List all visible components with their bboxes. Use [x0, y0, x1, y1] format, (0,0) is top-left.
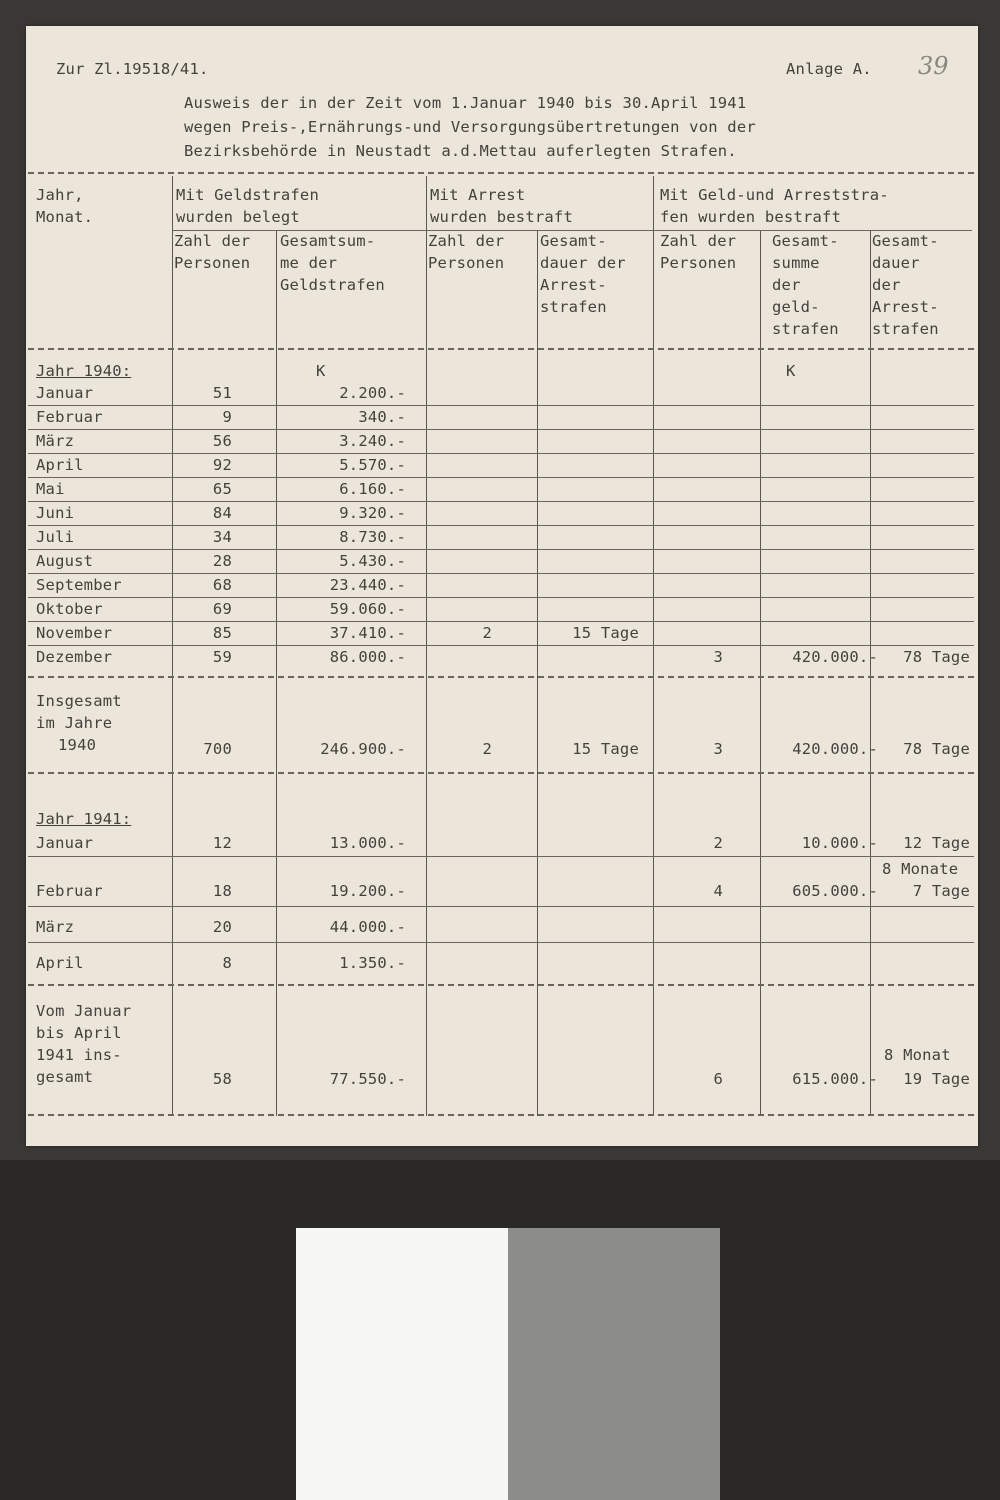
value-cell-c2: 59.060.- [329, 600, 406, 618]
column-divider [426, 176, 427, 1116]
total-1940-duration-arrest: 15 Tage [572, 740, 639, 758]
total-1941-sum-fines: 77.550.- [329, 1070, 406, 1088]
feb41-sum-combined: 605.000.- [792, 882, 878, 900]
header-total-fines: Gesamtsum- me der Geldstrafen [280, 232, 385, 294]
total-1941-duration-combined: 19 Tage [903, 1070, 970, 1088]
jan41-persons: 12 [212, 834, 232, 852]
row-rule [28, 477, 974, 478]
total-1940-persons-fines: 700 [203, 740, 232, 758]
row-rule [28, 525, 974, 526]
feb41-month: Februar [36, 882, 103, 900]
value-cell-c2: 5.570.- [339, 456, 406, 474]
calibration-card-gray [508, 1228, 720, 1500]
month-cell: September [36, 576, 122, 594]
total-1941-persons-combined: 6 [713, 1070, 723, 1088]
reference-number: Zur Zl.19518/41. [56, 60, 209, 78]
value-cell-c1: 65 [212, 480, 232, 498]
header-bottom-rule [28, 348, 974, 350]
value-cell-c1: 92 [212, 456, 232, 474]
month-cell: November [36, 624, 113, 642]
total-1940-persons-arrest: 2 [482, 740, 492, 758]
value-cell-c2: 23.440.- [329, 576, 406, 594]
value-cell-c1: 28 [212, 552, 232, 570]
year-1940-label: Jahr 1940: [36, 362, 132, 380]
row-rule [28, 573, 974, 574]
value-cell-c2: 3.240.- [339, 432, 406, 450]
section-rule [28, 984, 974, 986]
title-line-1: Ausweis der in der Zeit vom 1.Januar 1940 bis 30.April 1941 [184, 94, 747, 112]
annex-label: Anlage A. [786, 60, 872, 78]
value-cell-c4: 15 Tage [572, 624, 639, 642]
calibration-card-white [296, 1228, 508, 1500]
row-rule [28, 453, 974, 454]
row-rule [28, 429, 974, 430]
mar41-persons: 20 [212, 918, 232, 936]
feb41-persons: 18 [212, 882, 232, 900]
currency-label: K [786, 362, 796, 380]
document-page [26, 26, 978, 1146]
apr41-persons: 8 [222, 954, 232, 972]
total-1940-persons-combined: 3 [713, 740, 723, 758]
currency-label: K [316, 362, 326, 380]
feb41-sum: 19.200.- [329, 882, 406, 900]
value-cell-c1: 9 [222, 408, 232, 426]
month-cell: Februar [36, 408, 103, 426]
row-rule [28, 405, 974, 406]
total-1941-persons-fines: 58 [212, 1070, 232, 1088]
month-cell: August [36, 552, 94, 570]
header-duration-combined: Gesamt- dauer der Arrest- strafen [872, 232, 939, 338]
month-cell: Juli [36, 528, 75, 546]
value-cell-c1: 69 [212, 600, 232, 618]
total-1941-duration-months: 8 Monat [884, 1046, 951, 1064]
mar41-month: März [36, 918, 75, 936]
row-rule [28, 597, 974, 598]
month-cell: März [36, 432, 75, 450]
table-top-rule [28, 172, 974, 174]
value-cell-c7: 78 Tage [903, 648, 970, 666]
month-cell: Mai [36, 480, 65, 498]
header-persons-combined: Zahl der Personen [660, 232, 737, 272]
jan41-sum-combined: 10.000.- [801, 834, 878, 852]
header-group-combined: Mit Geld-und Arreststra- fen wurden bestraft [660, 186, 889, 226]
value-cell-c2: 8.730.- [339, 528, 406, 546]
value-cell-c6: 420.000.- [792, 648, 878, 666]
section-rule [28, 676, 974, 678]
month-cell: April [36, 456, 84, 474]
header-group-arrest: Mit Arrest wurden bestraft [430, 186, 573, 226]
header-total-combined: Gesamt- summe der geld- strafen [772, 232, 839, 338]
month-cell: Juni [36, 504, 75, 522]
page-number-handwritten: 39 [918, 52, 949, 80]
row-rule [28, 501, 974, 502]
header-persons-arrest: Zahl der Personen [428, 232, 505, 272]
value-cell-c1: 56 [212, 432, 232, 450]
value-cell-c2: 340.- [358, 408, 406, 426]
table-bottom-rule [28, 1114, 974, 1116]
jan41-month: Januar [36, 834, 94, 852]
feb41-duration-months: 8 Monate [882, 860, 959, 878]
jan41-sum: 13.000.- [329, 834, 406, 852]
value-cell-c2: 9.320.- [339, 504, 406, 522]
month-cell: Dezember [36, 648, 113, 666]
value-cell-c2: 5.430.- [339, 552, 406, 570]
row-rule [28, 906, 974, 907]
header-group-fines: Mit Geldstrafen wurden belegt [176, 186, 319, 226]
row-rule [28, 942, 974, 943]
value-cell-c1: 68 [212, 576, 232, 594]
value-cell-c3: 2 [482, 624, 492, 642]
total-1941-label: Vom Januar bis April 1941 ins- gesamt [36, 1002, 132, 1086]
value-cell-c1: 59 [212, 648, 232, 666]
jan41-duration-combined: 12 Tage [903, 834, 970, 852]
value-cell-c1: 51 [212, 384, 232, 402]
feb41-persons-combined: 4 [713, 882, 723, 900]
row-rule [28, 549, 974, 550]
value-cell-c2: 2.200.- [339, 384, 406, 402]
apr41-month: April [36, 954, 84, 972]
feb41-duration-combined: 7 Tage [912, 882, 970, 900]
header-persons-fines: Zahl der Personen [174, 232, 251, 272]
value-cell-c2: 37.410.- [329, 624, 406, 642]
total-1940-label: Insgesamt im Jahre 1940 [36, 692, 122, 754]
header-year-month: Jahr, Monat. [36, 186, 94, 226]
section-rule [28, 772, 974, 774]
total-1940-duration-combined: 78 Tage [903, 740, 970, 758]
value-cell-c5: 3 [713, 648, 723, 666]
apr41-sum: 1.350.- [339, 954, 406, 972]
value-cell-c2: 6.160.- [339, 480, 406, 498]
mar41-sum: 44.000.- [329, 918, 406, 936]
title-line-2: wegen Preis-,Ernährungs-und Versorgungsübertretungen von der [184, 118, 756, 136]
value-cell-c1: 85 [212, 624, 232, 642]
total-1940-sum-combined: 420.000.- [792, 740, 878, 758]
value-cell-c1: 34 [212, 528, 232, 546]
jan41-persons-combined: 2 [713, 834, 723, 852]
value-cell-c2: 86.000.- [329, 648, 406, 666]
title-line-3: Bezirksbehörde in Neustadt a.d.Mettau auferlegten Strafen. [184, 142, 737, 160]
month-cell: Januar [36, 384, 94, 402]
value-cell-c1: 84 [212, 504, 232, 522]
year-1941-label: Jahr 1941: [36, 810, 132, 828]
month-cell: Oktober [36, 600, 103, 618]
total-1941-sum-combined: 615.000.- [792, 1070, 878, 1088]
total-1940-sum-fines: 246.900.- [320, 740, 406, 758]
row-rule [28, 856, 974, 857]
header-duration-arrest: Gesamt- dauer der Arrest- strafen [540, 232, 626, 316]
row-rule [28, 621, 974, 622]
